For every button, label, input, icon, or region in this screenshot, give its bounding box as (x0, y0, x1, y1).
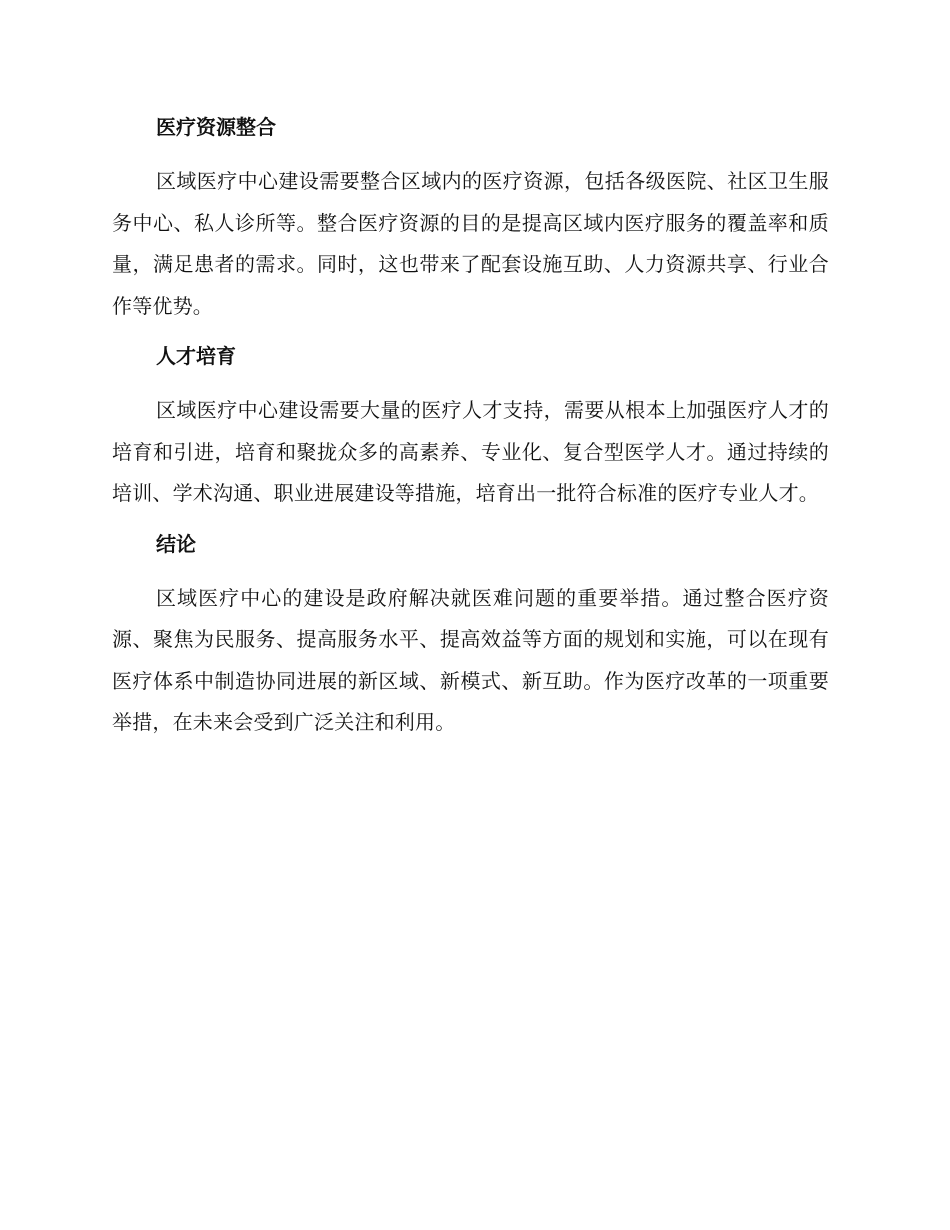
document-page (112, 108, 829, 744)
section-resource-integration (112, 108, 829, 327)
section-paragraph: 区域医疗中心建设需要整合区域内的医疗资源，包括各级医院、社区卫生服务中心、私人诊所等。整合医疗资源的目的是提高区域内医疗服务的覆盖率和质量，满足患者的需求。同时，这也带来了配套设施互助、人力资源共享、行业合作等优势。 (112, 169, 829, 318)
section-conclusion (112, 525, 829, 744)
section-paragraph: 区域医疗中心的建设是政府解决就医难问题的重要举措。通过整合医疗资源、聚焦为民服务、提高服务水平、提高效益等方面的规划和实施，可以在现有医疗体系中制造协同进展的新区域、新模式、新互助。作为医疗改革的一项重要举措，在未来会受到广泛关注和利用。 (112, 585, 829, 734)
section-heading: 医疗资源整合 (156, 115, 276, 139)
section-heading: 人才培育 (156, 344, 236, 368)
section-heading: 结论 (156, 531, 196, 556)
section-paragraph: 区域医疗中心建设需要大量的医疗人才支持，需要从根本上加强医疗人才的培育和引进，培育和聚拢众多的高素养、专业化、复合型医学人才。通过持续的培训、学术沟通、职业进展建设等措施，培育出一批符合标准的医疗专业人才。 (112, 398, 829, 505)
section-talent-cultivation (112, 337, 829, 515)
